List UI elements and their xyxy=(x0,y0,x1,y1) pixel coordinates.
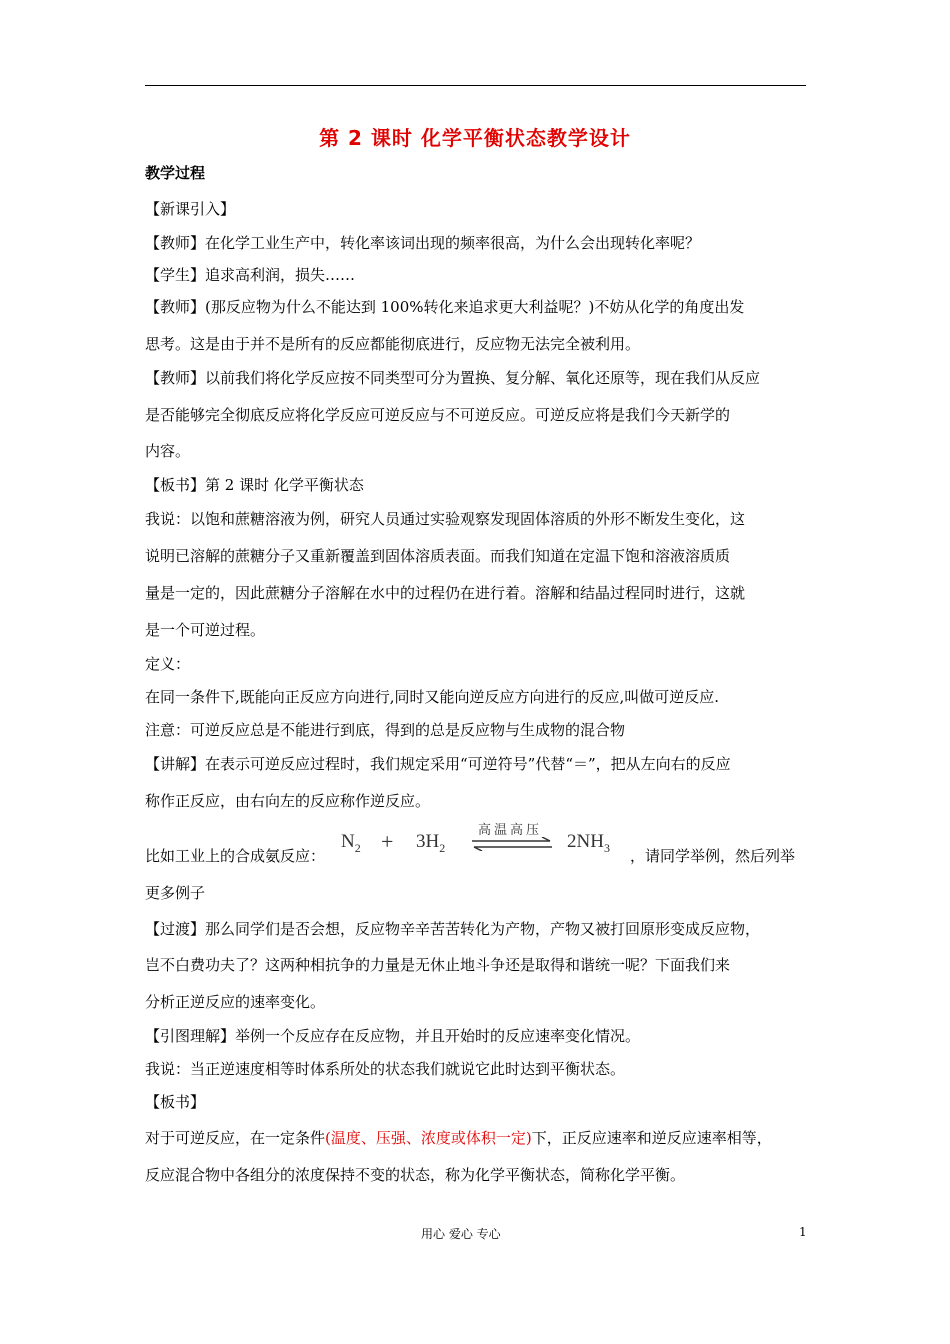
text-line: 内容。 xyxy=(145,442,191,460)
footer-motto: 用心 爱心 专心 xyxy=(421,1227,501,1241)
reversible-arrow-icon xyxy=(470,837,554,851)
text-line: 是一个可逆过程。 xyxy=(145,621,266,639)
conditions-highlight: (温度、压强、浓度或体积一定) xyxy=(325,1129,532,1147)
reactant-h2: $3H_2$ xyxy=(416,831,446,855)
text-line: 岂不白费功夫了？这两种相抗争的力量是无休止地斗争还是取得和谐统一呢？下面我们来 xyxy=(145,956,731,974)
text-line: 【讲解】在表示可逆反应过程时，我们规定采用“可逆符号”代替“＝”，把从左向右的反应 xyxy=(145,755,731,773)
text-line: 【教师】以前我们将化学反应按不同类型可分为置换、复分解、氧化还原等，现在我们从反应 xyxy=(145,369,761,387)
example-prefix: 比如工业上的合成氨反应： xyxy=(145,847,326,865)
reactant-n2: $N_2$ xyxy=(341,831,361,855)
text-line: 称作正反应，由右向左的反应称作逆反应。 xyxy=(145,792,431,810)
text-line: 在同一条件下,既能向正反应方向进行,同时又能向逆反应方向进行的反应,叫做可逆反应. xyxy=(145,688,720,706)
text-line: 是否能够完全彻底反应将化学反应可逆反应与不可逆反应。可逆反应将是我们今天新学的 xyxy=(145,406,731,424)
text-line: 【教师】(那反应物为什么不能达到 100%转化来追求更大利益呢？)不妨从化学的角度出发 xyxy=(145,298,745,316)
product-nh3: $2NH_3$ xyxy=(567,831,610,855)
text-line: 我说：当正逆速度相等时体系所处的状态我们就说它此时达到平衡状态。 xyxy=(145,1060,626,1078)
text-line: 分析正逆反应的速率变化。 xyxy=(145,993,326,1011)
definition-line: 对于可逆反应，在一定条件(温度、压强、浓度或体积一定)下，正反应速率和逆反应速率相等， xyxy=(145,1129,772,1147)
text-line: 定义： xyxy=(145,655,191,673)
reaction-condition: 高温高压 xyxy=(478,822,543,837)
text-line: 【学生】追求高利润，损失…… xyxy=(145,266,356,284)
text-line: 【过渡】那么同学们是否会想，反应物辛辛苦苦转化为产物，产物又被打回原形变成反应物， xyxy=(145,920,761,938)
page-title: 第 2 课时 化学平衡状态教学设计 xyxy=(319,126,631,150)
text-line: 【引图理解】举例一个反应存在反应物，并且开始时的反应速率变化情况。 xyxy=(145,1027,641,1045)
text-line: 【板书】 xyxy=(145,1093,206,1111)
text-line: 【板书】第 2 课时 化学平衡状态 xyxy=(145,476,364,494)
header-rule xyxy=(145,85,806,86)
text-line: 【教师】在化学工业生产中，转化率该词出现的频率很高，为什么会出现转化率呢？ xyxy=(145,234,701,252)
text-line: 思考。这是由于并不是所有的反应都能彻底进行，反应物无法完全被利用。 xyxy=(145,335,641,353)
section-heading: 教学过程 xyxy=(145,164,206,182)
text-line: 【新课引入】 xyxy=(145,200,236,218)
plus-sign: + xyxy=(381,829,394,854)
definition-line: 反应混合物中各组分的浓度保持不变的状态，称为化学平衡状态，简称化学平衡。 xyxy=(145,1166,686,1184)
text-line: 更多例子 xyxy=(145,884,206,902)
example-suffix: ，请同学举例，然后列举 xyxy=(630,847,796,865)
text-line: 我说：以饱和蔗糖溶液为例，研究人员通过实验观察发现固体溶质的外形不断发生变化，这 xyxy=(145,510,746,528)
text-line: 注意：可逆反应总是不能进行到底，得到的总是反应物与生成物的混合物 xyxy=(145,721,626,739)
text-line: 说明已溶解的蔗糖分子又重新覆盖到固体溶质表面。而我们知道在定温下饱和溶液溶质质 xyxy=(145,547,731,565)
page-number: 1 xyxy=(799,1225,807,1239)
text-line: 量是一定的，因此蔗糖分子溶解在水中的过程仍在进行着。溶解和结晶过程同时进行，这就 xyxy=(145,584,746,602)
